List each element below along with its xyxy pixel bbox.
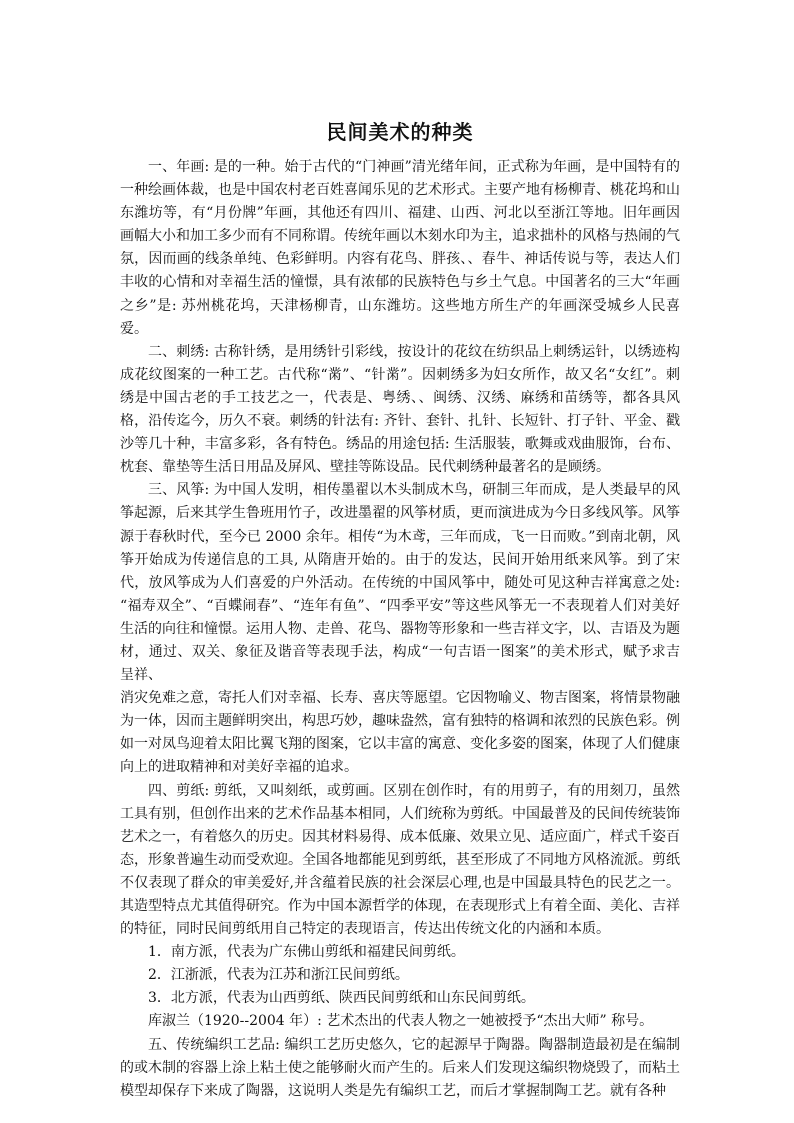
list-item-southern-school: 1．南方派，代表为广东佛山剪纸和福建民间剪纸。 xyxy=(148,944,465,961)
paragraph-weaving-crafts: 五、传统编织工艺品: 编织工艺历史悠久，它的起源早于陶器。陶器制造最初是在编制的或木制的容器上涂上粘土使之能够耐火而产生的。后来人们发现这编织物烧毁了，而粘土模型却保存下来成了陶器，这说明人类是先有编织工艺，而后才掌握制陶工艺。就有各种 xyxy=(120,1036,680,1099)
paragraph-kites: 三、风筝: 为中国人发明，相传墨翟以木头制成木鸟，研制三年而成，是人类最早的风筝起源，后来其学生鲁班用竹子，改进墨翟的风筝材质，更而演进成为今日多线风筝。风筝源于春秋时代，至今已 2000 余年。相传“为木鸢，三年而成，飞一日而败。”到南北朝，风筝开始成为传递信息的工具, 从隋唐开始的。由于的发达，民间开始用纸来风筝。到了宋代，放风筝成为人们喜爱的户外活动。在传统的中国风筝中，随处可见这种吉祥寓意之处: “福寿双全”、“百蝶闹春”、“连年有鱼”、“四季平安”等这些风筝无一不表现着人们对美好生活的向往和憧憬。运用人物、走兽、花鸟、器物等形象和一些吉祥文字，以、吉语及为题材，通过、双关、象征及谐音等表现手法，构成“一句吉语一图案”的美术形式，赋予求吉呈祥、 xyxy=(120,482,680,684)
paragraph-new-year-paintings: 一、年画: 是的一种。始于古代的“门神画”清光绪年间，正式称为年画，是中国特有的一种绘画体裁，也是中国农村老百姓喜闻乐见的艺术形式。主要产地有杨柳青、桃花坞和山东潍坊等，有“月份牌”年画，其他还有四川、福建、山西、河北以至浙江等地。旧年画因画幅大小和加工多少而有不同称谓。传统年画以木刻水印为主，追求拙朴的风格与热闹的气氛，因而画的线条单纯、色彩鲜明。内容有花鸟、胖孩、、春牛、神话传说与等，表达人们丰收的心情和对幸福生活的憧憬，具有浓郁的民族特色与乡土气息。中国著名的三大“年画之乡”是: 苏州桃花坞，天津杨柳青，山东潍坊。这些地方所生产的年画深受城乡人民喜爱。 xyxy=(120,159,680,337)
document-title: 民间美术的种类 xyxy=(326,120,474,144)
paragraph-paper-cutting: 四、剪纸: 剪纸，又叫刻纸，或剪画。区别在创作时，有的用剪子，有的用刻刀，虽然工具有别，但创作出来的艺术作品基本相同，人们统称为剪纸。中国最普及的民间传统装饰艺术之一，有着悠久的历史。因其材料易得、成本低廉、效果立见、适应面广，样式千姿百态，形象普遍生动而受欢迎。全国各地都能见到剪纸，甚至形成了不同地方风格流派。剪纸不仅表现了群众的审美爱好,并含蕴着民族的社会深层心理,也是中国最具特色的民艺之一。其造型特点尤其值得研究。作为中国本源哲学的体现，在表现形式上有着全面、美化、吉祥的特征，同时民间剪纸用自己特定的表现语言，传达出传统文化的内涵和本质。 xyxy=(120,782,680,938)
list-item-northern-school: 3．北方派，代表为山西剪纸、陕西民间剪纸和山东民间剪纸。 xyxy=(148,990,535,1007)
document-body xyxy=(120,156,680,1103)
paragraph-ku-shulan: 库淑兰（1920--2004 年）: 艺术杰出的代表人物之一她被授予“杰出大师” 称号。 xyxy=(148,1013,654,1030)
list-item-jiangzhe-school: 2．江浙派，代表为江苏和浙江民间剪纸。 xyxy=(148,967,409,984)
paragraph-embroidery: 二、刺绣: 古称针绣，是用绣针引彩线，按设计的花纹在纺织品上刺绣运针，以绣迹构成花纹图案的一种工艺。古代称“黹”、“针黹”。因刺绣多为妇女所作，故又名“女红”。刺绣是中国古老的手工技艺之一，代表是、粤绣、、闽绣、汉绣、麻绣和苗绣等，都各具风格，沿传迄今，历久不衰。刺绣的针法有: 齐针、套针、扎针、长短针、打子针、平金、戳沙等几十种，丰富多彩，各有特色。绣品的用途包括: 生活服装，歌舞或戏曲服饰，台布、枕套、靠垫等生活日用品及屏风、壁挂等陈设品。民代刺绣种最著名的是顾绣。 xyxy=(120,343,680,476)
paragraph-kites-continued: 消灾免难之意，寄托人们对幸福、长寿、喜庆等愿望。它因物喻义、物吉图案，将情景物融为一体，因而主题鲜明突出，构思巧妙，趣味盎然，富有独特的格调和浓烈的民族色彩。例如一对凤鸟迎着太阳比翼飞翔的图案，它以丰富的寓意、变化多姿的图案，体现了人们健康向上的进取精神和对美好幸福的追求。 xyxy=(120,690,680,776)
